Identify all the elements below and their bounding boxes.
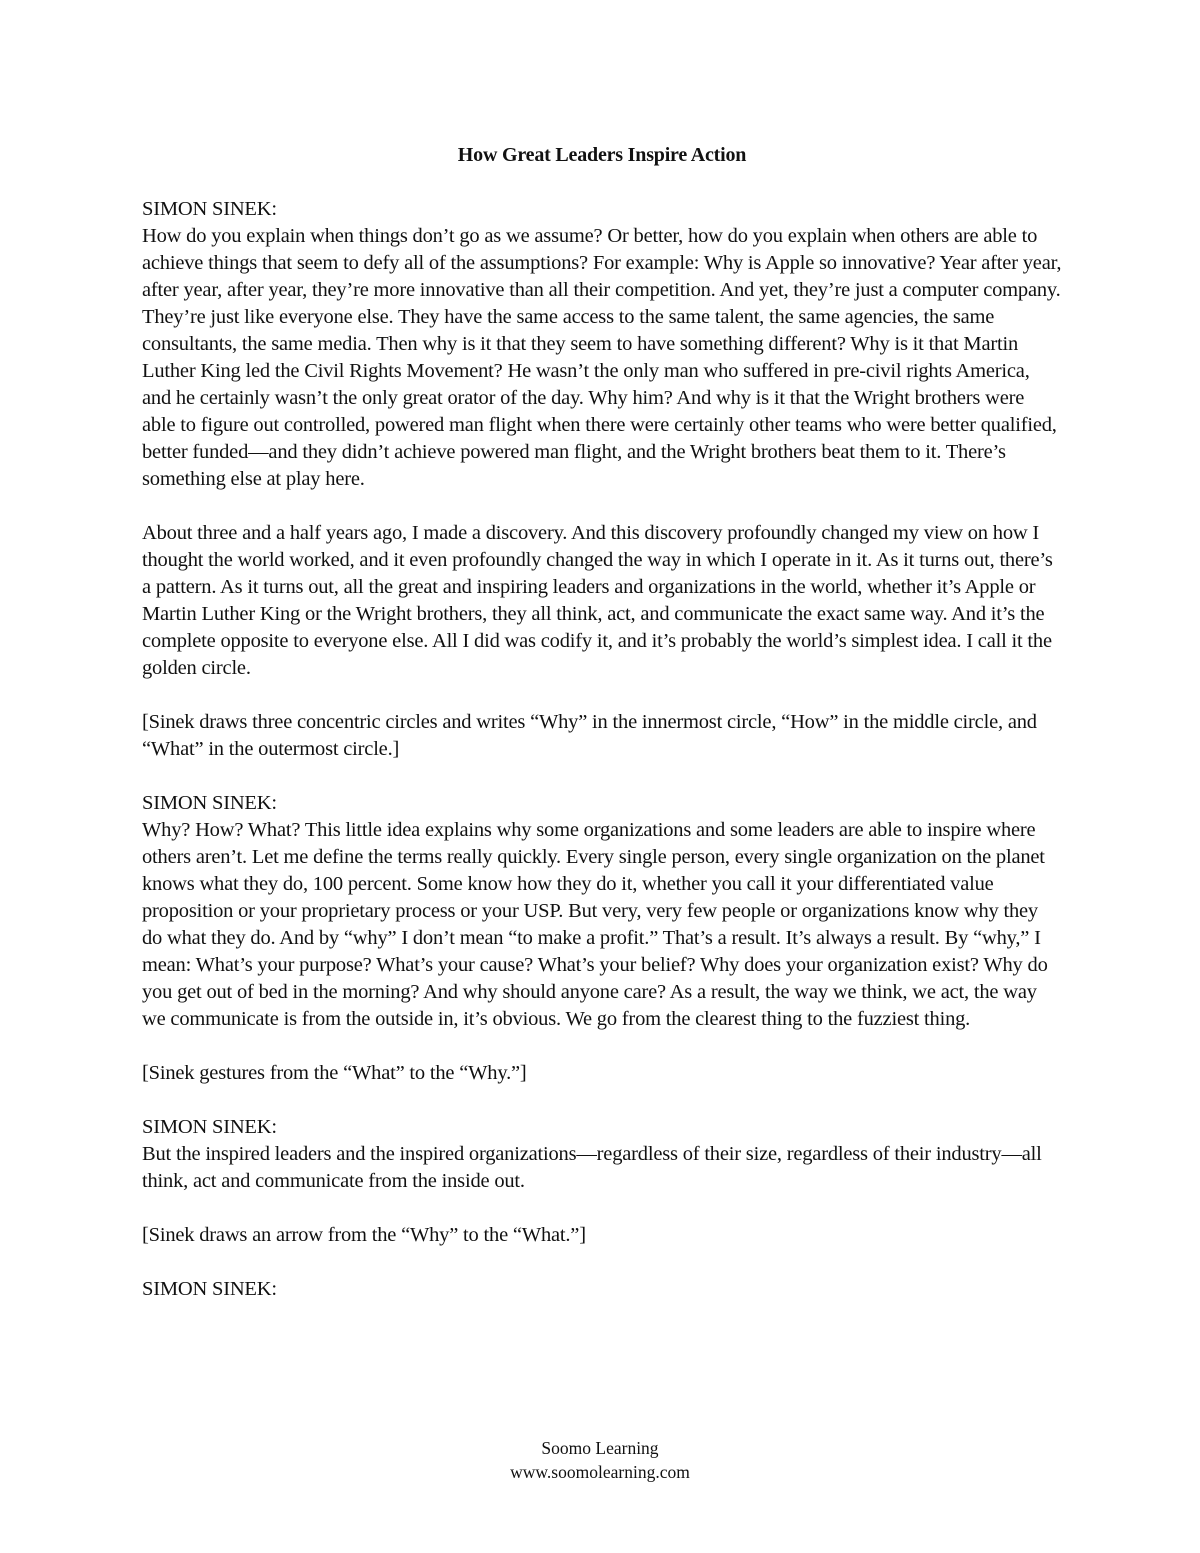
speaker-label: SIMON SINEK: xyxy=(142,1278,277,1300)
document-title: How Great Leaders Inspire Action xyxy=(457,144,747,166)
paragraph: How do you explain when things don’t go as we assume? Or better, how do you explain when others are able to achieve things that seem to defy all of the assumptions? For example: Why is Apple so innovative? Year after year, after year, after year, they’re more innovative than all their competition. And yet, they’re just a computer company. They’re just like everyone else. They have the same access to the same talent, the same agencies, the same consultants, the same media. Then why is it that they seem to have something different? Why is it that Martin Luther King led the Civil Rights Movement? He wasn’t the only man who suffered in pre-civil rights America, and he certainly wasn’t the only great orator of the day. Why him? And why is it that the Wright brothers were able to figure out controlled, powered man flight when there were certainly other teams who were better qualified, better funded—and they didn’t achieve powered man flight, and the Wright brothers beat them to it. There’s something else at play here. xyxy=(142,225,1062,490)
document-body xyxy=(142,142,1062,1330)
footer-url: www.soomolearning.com xyxy=(510,1462,690,1482)
paragraph: [Sinek gestures from the “What” to the “Why.”] xyxy=(142,1062,527,1084)
paragraph: [Sinek draws three concentric circles and writes “Why” in the innermost circle, “How” in the middle circle, and “What” in the outermost circle.] xyxy=(142,711,1037,760)
page-footer xyxy=(0,1436,1200,1484)
speaker-label: SIMON SINEK: xyxy=(142,792,277,814)
stage-direction xyxy=(142,709,1062,763)
speaker-label: SIMON SINEK: xyxy=(142,1116,277,1138)
stage-direction xyxy=(142,1060,1062,1087)
paragraph: [Sinek draws an arrow from the “Why” to the “What.”] xyxy=(142,1224,586,1246)
transcript-block xyxy=(142,1114,1062,1195)
paragraph: About three and a half years ago, I made a discovery. And this discovery profoundly changed my view on how I thought the world worked, and it even profoundly changed the way in which I operate in it. As it turns out, there’s a pattern. As it turns out, all the great and inspiring leaders and organizations in the world, whether it’s Apple or Martin Luther King or the Wright brothers, they all think, act, and communicate the exact same way. And it’s the complete opposite to everyone else. All I did was codify it, and it’s probably the world’s simplest idea. I call it the golden circle. xyxy=(142,522,1053,679)
transcript-block xyxy=(142,790,1062,1033)
paragraph: But the inspired leaders and the inspired organizations—regardless of their size, regardless of their industry—all think, act and communicate from the inside out. xyxy=(142,1143,1042,1192)
stage-direction xyxy=(142,1222,1062,1249)
footer-company: Soomo Learning xyxy=(541,1438,659,1458)
paragraph: Why? How? What? This little idea explains why some organizations and some leaders are able to inspire where others aren’t. Let me define the terms really quickly. Every single person, every single organization on the planet knows what they do, 100 percent. Some know how they do it, whether you call it your differentiated value proposition or your proprietary process or your USP. But very, very few people or organizations know why they do what they do. And by “why” I don’t mean “to make a profit.” That’s a result. It’s always a result. By “why,” I mean: What’s your purpose? What’s your cause? What’s your belief? Why does your organization exist? Why do you get out of bed in the morning? And why should anyone care? As a result, the way we think, we act, the way we communicate is from the outside in, it’s obvious. We go from the clearest thing to the fuzziest thing. xyxy=(142,819,1048,1030)
speaker-label: SIMON SINEK: xyxy=(142,198,277,220)
transcript-block xyxy=(142,1276,1062,1303)
transcript-block xyxy=(142,520,1062,682)
transcript-block xyxy=(142,196,1062,493)
